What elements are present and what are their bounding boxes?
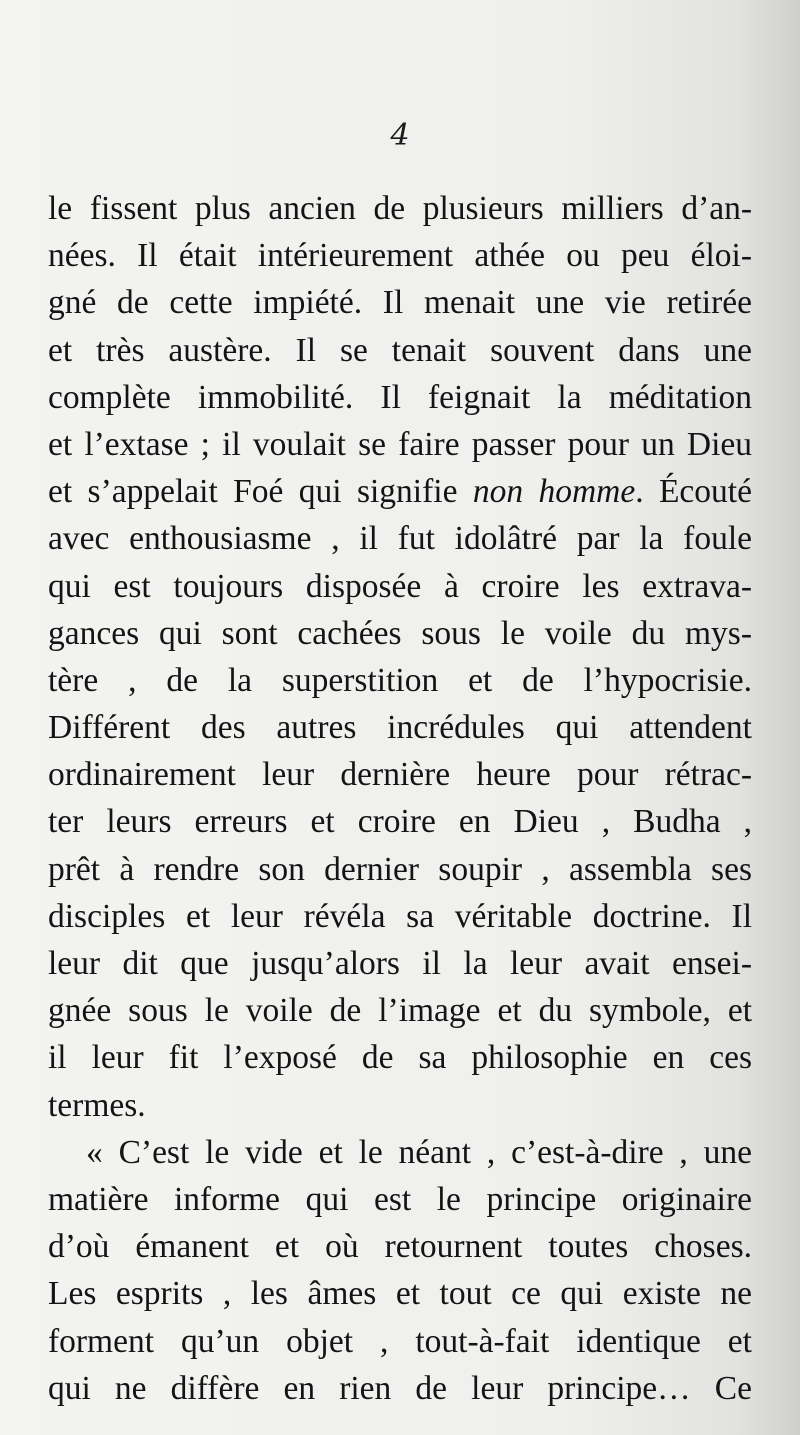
text-line: avec enthousiasme , il fut idolâtré par la foule — [48, 520, 752, 558]
paragraph-end-line: termes. — [48, 1086, 146, 1124]
text-line: le fissent plus ancien de plusieurs milliers d’an- — [48, 190, 752, 227]
text-line: qui est toujours disposée à croire les extrava- — [48, 567, 752, 605]
text-line: gances qui sont cachées sous le voile du mys- — [48, 614, 752, 652]
text-segment: . Écouté — [635, 473, 752, 511]
text-segment: et s’appelait Foé qui signifie — [48, 473, 473, 511]
emphasized-phrase: non homme — [472, 473, 636, 511]
text-line: il leur fit l’exposé de sa philosophie en ces — [48, 1039, 752, 1077]
text-line: gné de cette impiété. Il menait une vie retirée — [48, 284, 752, 322]
text-line: complète immobilité. Il feignait la méditation — [48, 378, 752, 416]
text-line: et l’extase ; il voulait se faire passer pour un Dieu — [48, 425, 752, 463]
text-line: Différent des autres incrédules qui attendent — [48, 709, 752, 747]
text-line: qui ne diffère en rien de leur principe… Ce — [48, 1369, 752, 1407]
text-line: leur dit que jusqu’alors il la leur avait ensei- — [48, 945, 752, 982]
text-line: gnée sous le voile de l’image et du symbole, et — [48, 992, 752, 1030]
text-line: nées. Il était intérieurement athée ou peu éloi- — [48, 237, 752, 275]
text-line: ter leurs erreurs et croire en Dieu , Budha , — [48, 803, 752, 841]
text-line: d’où émanent et où retournent toutes choses. — [48, 1228, 752, 1266]
text-line: disciples et leur révéla sa véritable doctrine. Il — [48, 897, 752, 935]
text-line: forment qu’un objet , tout-à-fait identique et — [48, 1322, 752, 1360]
text-line: matière informe qui est le principe originaire — [48, 1180, 752, 1218]
text-line: Les esprits , les âmes et tout ce qui existe ne — [48, 1275, 752, 1313]
text-line-with-emphasis — [48, 468, 752, 515]
text-line: prêt à rendre son dernier soupir , assembla ses — [48, 850, 752, 888]
page-number: 4 — [390, 118, 410, 153]
text-line: ordinairement leur dernière heure pour rétrac- — [48, 756, 752, 794]
quote-start-line: « C’est le vide et le néant , c’est-à-dire , une — [86, 1133, 752, 1171]
body-text — [48, 185, 752, 1412]
text-line: et très austère. Il se tenait souvent dans une — [48, 331, 752, 369]
text-line: tère , de la superstition et de l’hypocrisie. — [48, 661, 752, 699]
